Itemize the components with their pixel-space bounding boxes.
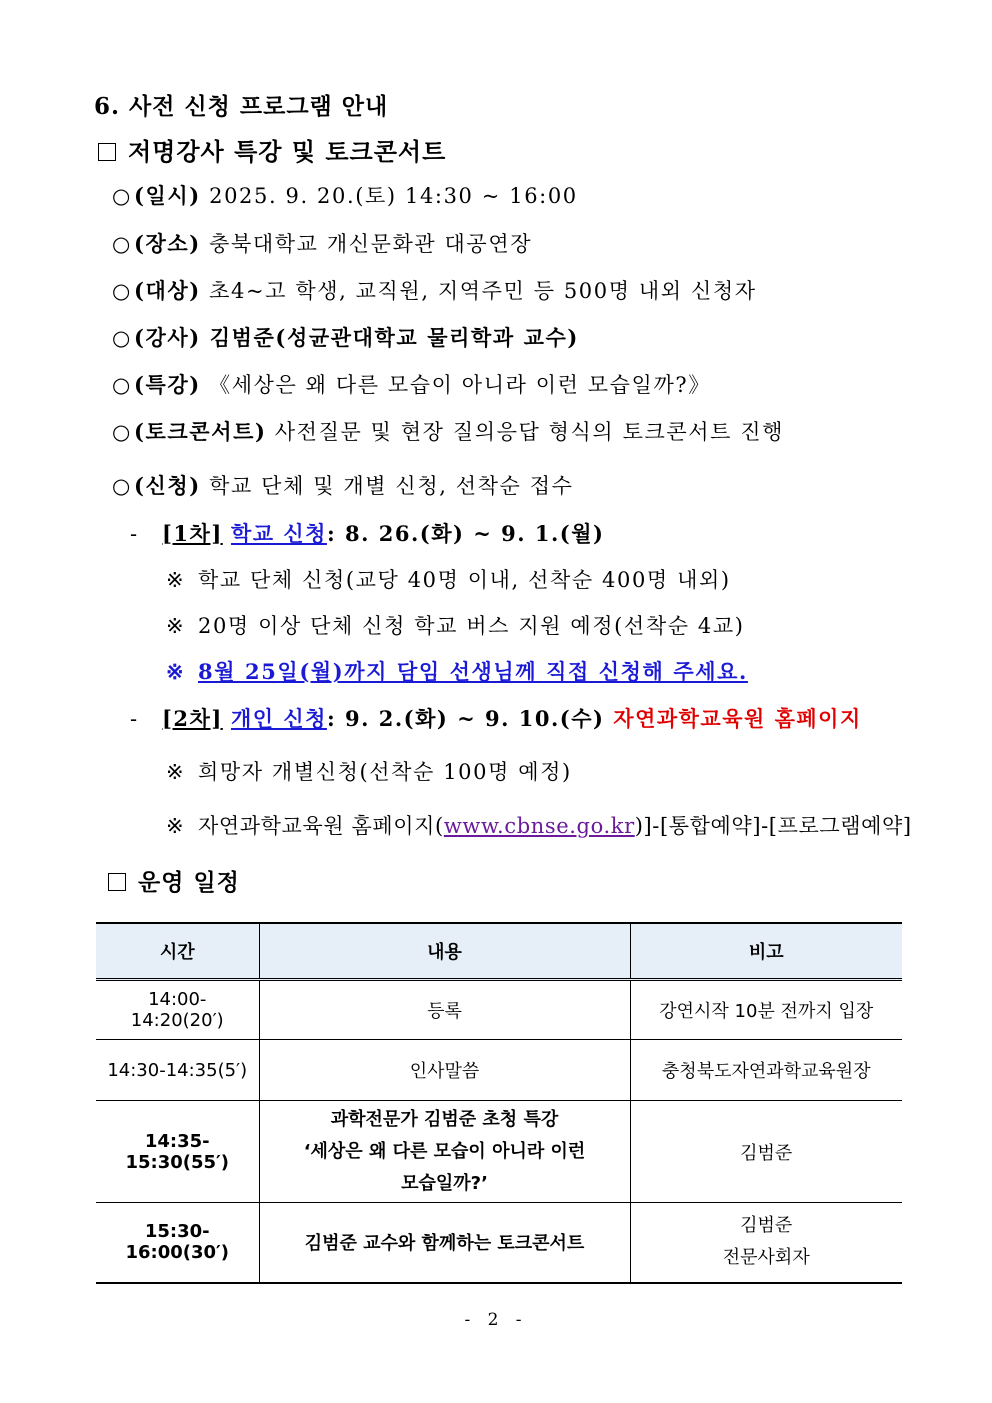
table-row bbox=[96, 1101, 902, 1203]
reference-mark-icon: ※ bbox=[166, 568, 186, 592]
round2-line bbox=[130, 703, 862, 733]
circle-bullet-icon: ○ bbox=[112, 373, 132, 397]
reference-mark-icon: ※ bbox=[166, 760, 186, 784]
note-line: 충청북도자연과학교육원장 bbox=[661, 1061, 871, 1082]
content-line: 과학전문가 김범준 초청 특강 bbox=[330, 1108, 559, 1130]
info-text: 《세상은 왜 다른 모습이 아니라 이런 모습일까?》 bbox=[200, 373, 711, 397]
website-link[interactable]: www.cbnse.go.kr bbox=[443, 814, 635, 838]
content-cell bbox=[259, 1101, 630, 1203]
round1-line bbox=[130, 518, 604, 548]
round2-site: 자연과학교육원 홈페이지 bbox=[613, 706, 862, 731]
note-line: 김범준 bbox=[740, 1215, 793, 1237]
round1-name: 학교 신청 bbox=[230, 521, 327, 546]
circle-bullet-icon: ○ bbox=[112, 279, 132, 303]
round1-tag: [1차] bbox=[162, 521, 223, 546]
content-cell bbox=[259, 1203, 630, 1283]
note-line: 김범준 bbox=[740, 1142, 793, 1164]
info-label: (특강) bbox=[134, 372, 201, 397]
round2-tag: [2차] bbox=[162, 706, 223, 731]
content-line: ‘세상은 왜 다른 모습이 아니라 이런 bbox=[303, 1140, 586, 1162]
time-cell: 14:30-14:35(5′) bbox=[96, 1040, 259, 1101]
circle-bullet-icon: ○ bbox=[112, 420, 132, 444]
info-label: (토크콘서트) bbox=[134, 419, 267, 444]
info-label: (일시) bbox=[134, 183, 201, 208]
table-header: 내용 bbox=[259, 923, 630, 980]
content-line: 인사말씀 bbox=[409, 1061, 480, 1082]
info-text: 김범준(성균관대학교 물리학과 교수) bbox=[200, 325, 579, 350]
round1-highlight-note bbox=[166, 656, 748, 686]
content-line: 김범준 교수와 함께하는 토크콘서트 bbox=[304, 1233, 585, 1255]
circle-bullet-icon: ○ bbox=[112, 474, 132, 498]
box-heading-schedule bbox=[108, 864, 240, 897]
note-text: 학교 단체 신청(교당 40명 이내, 선착순 400명 내외) bbox=[198, 568, 731, 592]
schedule-table bbox=[96, 922, 902, 1284]
box-heading-lecture bbox=[98, 132, 446, 167]
time-cell: 15:30-16:00(30′) bbox=[96, 1203, 259, 1283]
table-header-row bbox=[96, 923, 902, 980]
info-item-date bbox=[112, 180, 578, 210]
info-text: 사전질문 및 현장 질의응답 형식의 토크콘서트 진행 bbox=[266, 420, 785, 444]
info-label: (신청) bbox=[134, 473, 201, 498]
note-cell bbox=[630, 980, 902, 1040]
info-text: 초4~고 학생, 교직원, 지역주민 등 500명 내외 신청자 bbox=[200, 279, 757, 303]
table-row bbox=[96, 1040, 902, 1101]
note-cell bbox=[630, 1040, 902, 1101]
section-title: 6. 사전 신청 프로그램 안내 bbox=[94, 93, 389, 120]
time-cell: 14:35-15:30(55′) bbox=[96, 1101, 259, 1203]
table-row bbox=[96, 1203, 902, 1283]
info-item-target bbox=[112, 275, 757, 305]
note-text: 20명 이상 단체 신청 학교 버스 지원 예정(선착순 4교) bbox=[198, 614, 745, 638]
checkbox-square-icon bbox=[108, 873, 126, 891]
reference-mark-icon: ※ bbox=[166, 814, 185, 838]
info-item-talk-concert bbox=[112, 416, 784, 446]
info-item-place bbox=[112, 228, 532, 258]
round2-name: 개인 신청 bbox=[230, 706, 327, 731]
round2-note bbox=[166, 810, 912, 840]
content-line: 모습일까?’ bbox=[401, 1172, 488, 1194]
info-item-speaker bbox=[112, 322, 579, 352]
dash-bullet-icon: - bbox=[130, 522, 139, 546]
content-line: 등록 bbox=[427, 1001, 462, 1022]
info-item-lecture bbox=[112, 369, 711, 399]
note-text: 자연과학교육원 홈페이지( bbox=[198, 814, 444, 838]
circle-bullet-icon: ○ bbox=[112, 326, 132, 350]
circle-bullet-icon: ○ bbox=[112, 184, 132, 208]
info-item-application bbox=[112, 470, 573, 500]
box-heading-text: 운영 일정 bbox=[138, 870, 240, 896]
content-cell bbox=[259, 1040, 630, 1101]
box-heading-text: 저명강사 특강 및 토크콘서트 bbox=[128, 137, 447, 166]
page-number: - 2 - bbox=[464, 1310, 528, 1330]
info-label: (대상) bbox=[134, 278, 201, 303]
info-label: (강사) bbox=[134, 325, 201, 350]
round1-note bbox=[166, 564, 731, 594]
round2-note bbox=[166, 756, 572, 786]
dash-bullet-icon: - bbox=[130, 707, 139, 731]
note-text: 희망자 개별신청(선착순 100명 예정) bbox=[198, 760, 572, 784]
note-line: 전문사회자 bbox=[722, 1247, 810, 1269]
circle-bullet-icon: ○ bbox=[112, 232, 132, 256]
info-text: 학교 단체 및 개별 신청, 선착순 접수 bbox=[200, 474, 574, 498]
round1-dates: : 8. 26.(화) ~ 9. 1.(월) bbox=[326, 521, 605, 546]
note-cell bbox=[630, 1203, 902, 1283]
reference-mark-icon: ※ bbox=[166, 614, 186, 638]
note-cell bbox=[630, 1101, 902, 1203]
info-label: (장소) bbox=[134, 231, 201, 256]
highlight-text: 8월 25일(월)까지 담임 선생님께 직접 신청해 주세요. bbox=[198, 659, 748, 684]
note-text: )]-[통합예약]-[프로그램예약] bbox=[634, 814, 912, 838]
info-text: 충북대학교 개신문화관 대공연장 bbox=[200, 232, 533, 256]
content-cell bbox=[259, 980, 630, 1040]
note-line: 강연시작 10분 전까지 입장 bbox=[659, 1001, 874, 1022]
checkbox-square-icon bbox=[98, 143, 116, 161]
table-row bbox=[96, 980, 902, 1040]
round2-dates: : 9. 2.(화) ~ 9. 10.(수) bbox=[326, 706, 614, 731]
time-cell: 14:00-14:20(20′) bbox=[96, 980, 259, 1040]
round1-note bbox=[166, 610, 745, 640]
info-text: 2025. 9. 20.(토) 14:30 ~ 16:00 bbox=[200, 184, 578, 208]
table-header: 비고 bbox=[630, 923, 902, 980]
table-header: 시간 bbox=[96, 923, 259, 980]
reference-mark-icon: ※ bbox=[166, 659, 186, 684]
